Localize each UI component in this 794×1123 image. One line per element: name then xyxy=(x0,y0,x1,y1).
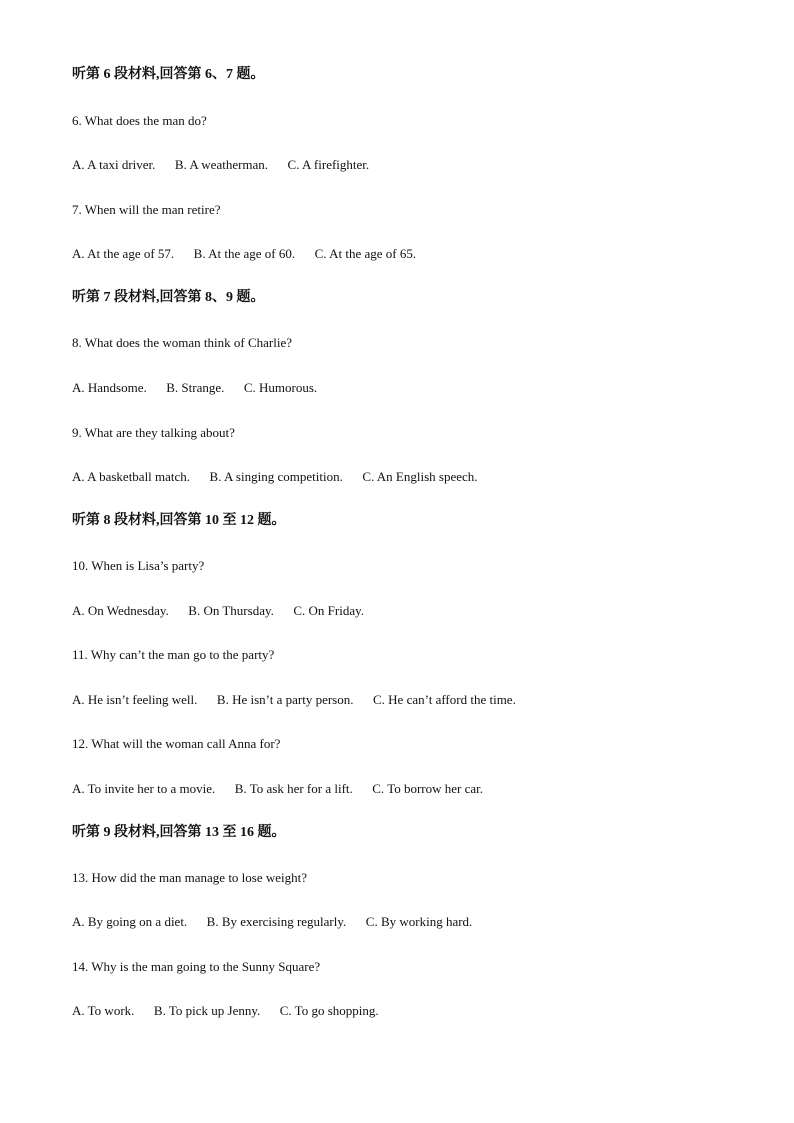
question-8: 8. What does the woman think of Charlie? xyxy=(72,335,292,350)
options-8: A. Handsome. B. Strange. C. Humorous. xyxy=(72,380,318,395)
question-12: 12. What will the woman call Anna for? xyxy=(72,736,281,751)
options-12: A. To invite her to a movie. B. To ask her for a lift. C. To borrow her car. xyxy=(72,781,484,796)
section-heading-7: 听第 7 段材料,回答第 8、9 题。 xyxy=(72,290,265,305)
section-heading-9: 听第 9 段材料,回答第 13 至 16 题。 xyxy=(72,825,286,840)
question-9: 9. What are they talking about? xyxy=(72,425,235,440)
section-heading-8: 听第 8 段材料,回答第 10 至 12 题。 xyxy=(72,513,286,528)
question-14: 14. Why is the man going to the Sunny Square? xyxy=(72,959,321,974)
question-13: 13. How did the man manage to lose weight? xyxy=(72,870,308,885)
section-heading-6: 听第 6 段材料,回答第 6、7 题。 xyxy=(72,67,265,82)
question-11: 11. Why can’t the man go to the party? xyxy=(72,647,275,662)
options-7: A. At the age of 57. B. At the age of 60. C. At the age of 65. xyxy=(72,246,417,261)
options-14: A. To work. B. To pick up Jenny. C. To go shopping. xyxy=(72,1003,379,1018)
options-9: A. A basketball match. B. A singing competition. C. An English speech. xyxy=(72,469,478,484)
options-10: A. On Wednesday. B. On Thursday. C. On Friday. xyxy=(72,603,365,618)
options-11: A. He isn’t feeling well. B. He isn’t a party person. C. He can’t afford the time. xyxy=(72,692,516,707)
options-13: A. By going on a diet. B. By exercising regularly. C. By working hard. xyxy=(72,914,473,929)
question-6: 6. What does the man do? xyxy=(72,113,207,128)
options-6: A. A taxi driver. B. A weatherman. C. A firefighter. xyxy=(72,157,370,172)
question-10: 10. When is Lisa’s party? xyxy=(72,558,205,573)
question-7: 7. When will the man retire? xyxy=(72,202,221,217)
